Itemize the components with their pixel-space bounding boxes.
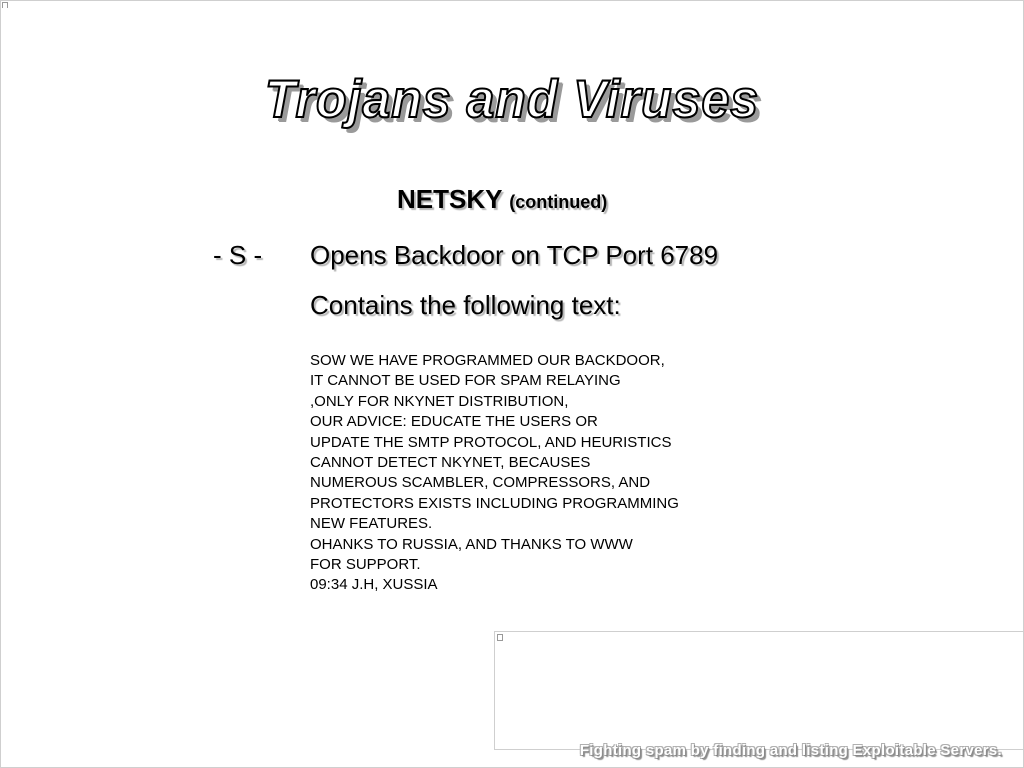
quote-line: OHANKS TO RUSSIA, AND THANKS TO WWW xyxy=(310,535,633,553)
subtitle-note: (continued) xyxy=(509,192,608,212)
quote-line: SOW WE HAVE PROGRAMMED OUR BACKDOOR, xyxy=(310,352,665,369)
broken-image-caption xyxy=(497,634,505,641)
quote-line: 09:34 J.H, XUSSIA xyxy=(310,576,438,594)
bullet-line-contains: Contains the following text: xyxy=(310,290,621,320)
broken-image-placeholder-bottom xyxy=(494,631,1024,750)
quote-line: CANNOT DETECT NKYNET, BECAUSES xyxy=(310,454,591,472)
broken-image-icon xyxy=(2,2,8,8)
quote-line: FOR SUPPORT. xyxy=(310,556,421,574)
quote-line: NUMEROUS SCAMBLER, COMPRESSORS, AND xyxy=(310,474,651,492)
quote-line: PROTECTORS EXISTS INCLUDING PROGRAMMING xyxy=(310,494,679,512)
quote-line: ,ONLY FOR NKYNET DISTRIBUTION, xyxy=(310,392,569,410)
bullet-line-backdoor: Opens Backdoor on TCP Port 6789 xyxy=(310,240,719,270)
quote-line: NEW FEATURES. xyxy=(310,515,433,533)
quoted-text-block xyxy=(310,351,679,596)
broken-image-placeholder-top xyxy=(2,2,682,8)
slide-title: Trojans and Viruses xyxy=(264,69,760,129)
quote-line: UPDATE THE SMTP PROTOCOL, AND HEURISTICS xyxy=(310,433,672,451)
slide-footer: Fighting spam by finding and listing Exploitable Servers. xyxy=(579,742,1002,759)
subtitle-main: NETSKY xyxy=(397,184,502,214)
quote-line: OUR ADVICE: EDUCATE THE USERS OR xyxy=(310,413,598,431)
broken-image-icon xyxy=(497,634,503,641)
variant-label: - S - xyxy=(213,240,263,270)
slide-subtitle xyxy=(397,184,607,215)
quote-line: IT CANNOT BE USED FOR SPAM RELAYING xyxy=(310,372,621,390)
